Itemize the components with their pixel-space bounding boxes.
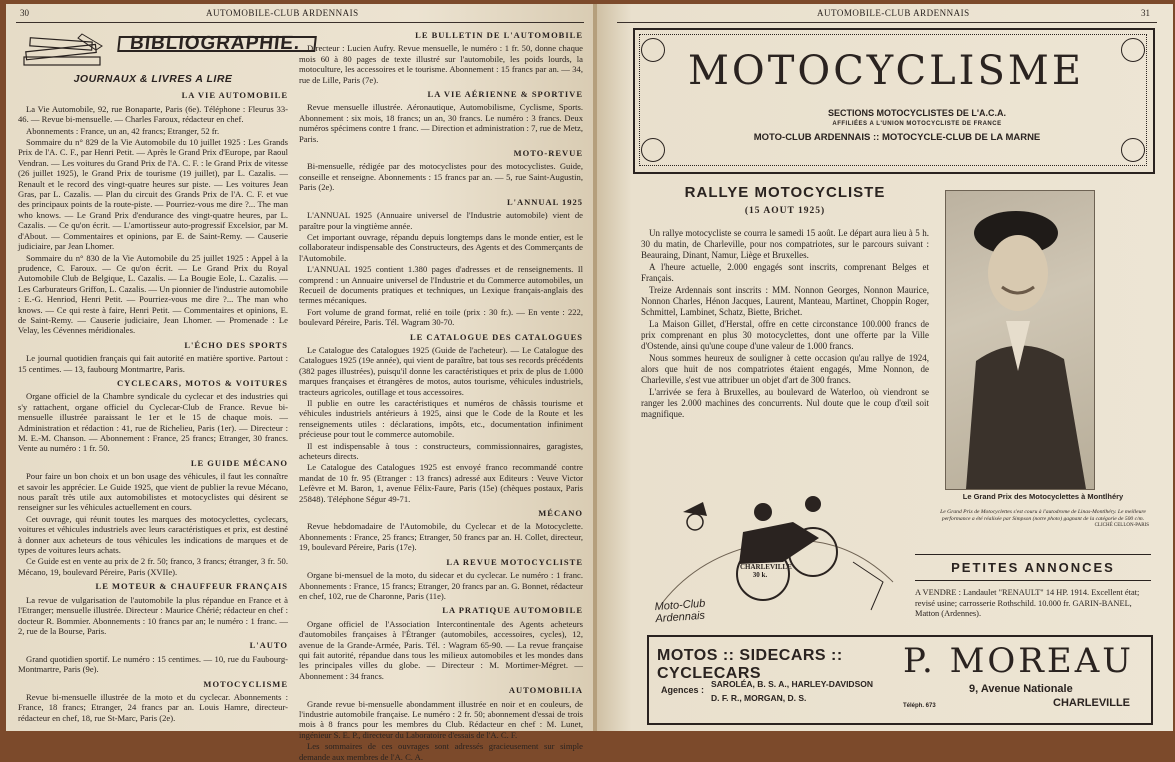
classified-ads — [915, 588, 1151, 620]
moreau-name: P. MOREAU — [903, 641, 1134, 681]
clubs-line: MOTO-CLUB ARDENNAIS :: MOTOCYCLE-CLUB DE LA MARNE — [753, 132, 1041, 143]
clover-emblem-icon — [1121, 38, 1145, 62]
left-page — [6, 4, 593, 762]
paragraph: Ce Guide est en vente au prix de 2 fr. 50; franco, 3 francs; étranger, 3 fr. 50. Mécano, 19, boulevard Péreire, Paris (XVIIe). — [18, 556, 288, 577]
paragraph: Revue bi-mensuelle illustrée de la moto et du cyclecar. Abonnements : France, 18 francs; Etranger, 24 francs par an. Louis Hamre, directeur-rédacteur en chef, 18, rue St-Marc, Paris (2e). — [18, 691, 288, 723]
paragraph: Le Catalogue des Catalogues 1925 (Guide de l'acheteur). — Le Catalogue des Catalogues 1925 (19e année), qui vient de paraître, bat tous ses records précédents (382 pages illustrées), puisqu'il donne les caractéristiques et prix de plus de 1.000 marques françaises et étrangères de motos, autos tourisme, véhicules industriels, tracteurs agricoles, outillage et tous accessoires. — [299, 344, 583, 397]
clover-emblem-icon — [641, 138, 665, 162]
section-heading: LA PRATIQUE AUTOMOBILE — [442, 605, 583, 616]
section-heading: MOTO-REVUE — [513, 148, 583, 159]
section-heading: LE CATALOGUE DES CATALOGUES — [409, 331, 583, 342]
page-number-right: 31 — [1141, 8, 1150, 18]
paragraph: Cet important ouvrage, répandu depuis longtemps dans le monde entier, est le collaborateur indispensable des Constructeurs, des Agents et des Commerçants de l'Automobile. — [299, 231, 583, 263]
paragraph: Grand quotidien sportif. Le numéro : 15 centimes. — 10, rue du Faubourg-Montmartre, Paris (9e). — [18, 653, 288, 675]
photo-credit: CLICHÉ CELLON-PARIS — [1094, 523, 1149, 528]
moreau-phone: Téléph. 673 — [903, 703, 936, 709]
rallye-date: (15 AOUT 1925) — [744, 206, 826, 216]
moreau-address: 9, Avenue Nationale — [969, 683, 1073, 695]
agences-line-2: D. F. R., MORGAN, D. S. — [711, 693, 807, 703]
classified-ad: A VENDRE : Landaulet "RENAULT" 14 HP. 1914. Excellent état; revisé usine; carrosserie Rothschild. 10.000 fr. GARIN-BANEL, Matton (Ardennes). — [915, 588, 1140, 618]
rider-photo — [945, 190, 1095, 490]
paragraph: Bi-mensuelle, rédigée par des motocyclistes pour des motocyclistes. Guide, conseille et renseigne. Abonnements : 15 francs par an. — 5, rue Saint-Augustin, Paris (2e). — [299, 161, 583, 193]
paragraph: La Vie Automobile, 92, rue Bonaparte, Paris (6e). Téléphone : Fleurus 33-46. — Revue bi-mensuelle. — Charles Faroux, rédacteur en chef. — [18, 103, 288, 125]
photo-caption — [937, 492, 1149, 528]
paragraph: Sommaire du n° 829 de la Vie Automobile du 10 juillet 1925 : Les Grands Prix de l'A. C. F., par Henri Petit. — Après le Grand Prix d'Europe, par Raoul Vendran. — Les voitures du Grand Prix de l'A. C. F. : le Grand Prix de vitesse (26 juillet 1925), le Grand Prix de tourisme (19 juillet), par L. Cazalis. — Renault et le record des vingt-quatre heures sur piste. — Les voitures Jean Gras, par L. Cazalis. — Plan du circuit des Grands Prix de l'A. C. F. et vue des principaux points de la route-piste. — Pourriez-vous me dire ?... The man who knows. — Le Grand Prix d'endurance des vingt-quatre heures, par L. Cazalis. — Ce qu'on écrit. — L'amortisseur auto-progressif Excelsior, par M. d'About. — Commentaires et opinions, par E. de Saint-Remy. — Causerie judiciaire, par Jean Lhomer. — [18, 137, 288, 252]
paragraph: Les sommaires de ces ouvrages sont adressés gracieusement sur simple demande aux membres de l'A. C. A. — [299, 741, 583, 762]
paragraph: La revue de vulgarisation de l'automobile la plus répandue en France et à l'Etranger; mensuelle illustrée. Directeur : Maurice Chérié; rédacteur en chef : docteur R. Bommier. Abonnements : 10 francs par an; le numéro : 1 franc. — 2, rue de la Bourse, Paris. — [18, 594, 288, 636]
rider-portrait-icon — [946, 191, 1094, 489]
bibliographie-banner — [18, 28, 302, 70]
bibliographie-title: BIBLIOGRAPHIE. — [117, 36, 317, 52]
moreau-products: MOTOS :: SIDECARS :: CYCLECARS — [657, 647, 843, 682]
paragraph: Le Catalogue des Catalogues 1925 est envoyé franco recommandé contre mandat de 10 fr. 95 (Etranger : 13 francs) adressé aux Editeurs : Veuve Victor Lefèvre et M. Baron, 1, avenue Félix-Faure, Paris (15e) (chèques postaux, Paris 25848). Téléphone Ségur 49-71. — [299, 462, 583, 504]
section-heading: LE GUIDE MÉCANO — [190, 457, 288, 468]
running-head-right: AUTOMOBILE-CLUB ARDENNAIS — [817, 8, 970, 18]
header-rule-right — [617, 22, 1157, 23]
motocyclisme-title: MOTOCYCLISME — [687, 48, 1085, 94]
section-heading: CYCLECARS, MOTOS & VOITURES — [116, 377, 288, 388]
affilies-line: AFFILIÉES A L'UNION MOTOCYCLISTE DE FRANCE — [832, 121, 1002, 127]
paragraph: L'ANNUAL 1925 (Annuaire universel de l'Industrie automobile) vient de paraître pour la vingtième année. — [299, 210, 583, 231]
paragraph: Grande revue bi-mensuelle abondamment illustrée en noir et en couleurs, de l'industrie automobile française. Le numéro : 2 fr. 50; abonnement d'essai de trois mois à 8 francs pour les membres du Club. Rédacteur en chef : M. Lunet, ingénieur S. E. P., directeur du Laboratoire d'essais de l'A. C. F. — [299, 698, 583, 740]
sections-line: SECTIONS MOTOCYCLISTES DE L'A.C.A. — [828, 108, 1006, 118]
header-rule — [16, 22, 584, 23]
section-heading: L'AUTO — [249, 640, 288, 651]
photo-caption-text: Le Grand Prix de Motocyclettes s'est couru à l'autodrome de Linas-Montlhéry. Le meilleure performance a été réalisée par Simpson (notre photo) gagnant de la catégorie de 500 c/m. — [940, 509, 1146, 522]
moreau-city: CHARLEVILLE — [1053, 697, 1130, 709]
paragraph: Nous sommes heureux de souligner à cette occasion qu'au rallye de 1924, alors que huit de nos compatriotes étaient engagés, Mme Nonnon, de Charleville, s'est vue attribuer un objet d'art de 300 francs. — [641, 353, 929, 385]
journaux-heading: JOURNAUX & LIVRES A LIRE — [73, 73, 233, 85]
right-page — [597, 4, 1173, 731]
section-heading: LA VIE AUTOMOBILE — [181, 90, 288, 101]
paragraph: Cet ouvrage, qui réunit toutes les marques des motocyclettes, cyclecars, voitures et véhicules industriels avec leurs caractéristiques et prix, est destiné à donner aux acheteurs de tous véhicules les indications de marques et de types de voitures leurs achats. — [18, 513, 288, 556]
photo-caption-title: Le Grand Prix des Motocyclettes à Montlhéry — [962, 492, 1124, 501]
paragraph: Il est indispensable à tous : constructeurs, commissionnaires, garagistes, acheteurs directs. — [299, 440, 583, 462]
paragraph: Revue hebdomadaire de l'Automobile, du Cyclecar et de la Motocyclette. Abonnements : France, 25 francs; Etranger, 50 francs par an. H. Collet, directeur, 19, boulevard Péreire, Paris (17e). — [299, 521, 583, 553]
agences-label: Agences : — [661, 685, 705, 695]
sidecar-plate: CHARLEVILLE 30 k. — [740, 563, 792, 579]
paragraph: Il publie en outre les caractéristiques et numéros de châssis tourisme et véhicules industriels antérieurs à 1925, ainsi que le Code de la Route et les renseignements utiles : déclarations, impôts, etc., documentation infiniment précieuse pour tout le commerce automobile. — [299, 398, 583, 440]
agences-line-1: SAROLÉA, B. S. A., HARLEY-DAVIDSON — [711, 679, 873, 689]
paragraph: Un rallye motocycliste se courra le samedi 15 août. Le départ aura lieu à 5 h. 30 du matin, de Charleville, pour nos compatriotes, sur le parcours suivant : Beauraing, Dinant, Namur, Liège et Bruxelles. — [641, 228, 929, 260]
books-icon — [22, 30, 108, 68]
paragraph: Organe bi-mensuel de la moto, du sidecar et du cyclecar. Le numéro : 1 franc. Abonnements : France, 15 francs; Etranger, 20 francs par an. G. Bonnet, rédacteur en chef, 102, rue de Charonne, Paris (11e). — [299, 570, 583, 601]
section-heading: MOTOCYCLISME — [203, 678, 288, 689]
left-column-1 — [18, 28, 302, 728]
paragraph: Directeur : Lucien Aufry. Revue mensuelle, le numéro : 1 fr. 50, donne chaque mois 60 à 80 pages de texte illustré sur l'automobile, les poids lourds, la motoculture, les accessoires et le tourisme. Abonnement : 15 francs par an. — 34, rue de Lille, Paris (7e). — [299, 43, 583, 85]
clover-emblem-icon — [1121, 138, 1145, 162]
section-heading: MÉCANO — [538, 508, 583, 519]
petites-annonces-heading: PETITES ANNONCES — [951, 560, 1115, 575]
illustration-signature: Moto-Club Ardennais — [654, 597, 706, 626]
section-heading: LA REVUE MOTOCYCLISTE — [446, 556, 583, 567]
paragraph: Abonnements : France, un an, 42 francs; Etranger, 52 fr. — [26, 125, 220, 136]
rallye-title: RALLYE MOTOCYCLISTE — [684, 184, 886, 201]
magazine-spread — [6, 4, 1169, 762]
section-heading: LE MOTEUR & CHAUFFEUR FRANÇAIS — [95, 581, 288, 592]
section-heading: L'ÉCHO DES SPORTS — [184, 339, 288, 350]
divider — [915, 580, 1151, 581]
paragraph: L'arrivée se fera à Bruxelles, au boulevard de Waterloo, où viendront se ranger les 2.000 machines des concurrents. Nul doute que le coup d'œil soit magnifique. — [641, 387, 929, 419]
section-heading: LE BULLETIN DE L'AUTOMOBILE — [415, 30, 583, 40]
paragraph: Le journal quotidien français qui fait autorité en matière sportive. Partout : 15 centimes. — 13, faubourg Montmartre, Paris. — [18, 353, 288, 374]
moreau-advertisement — [647, 635, 1153, 725]
left-column-2 — [299, 26, 583, 762]
left-column-1-body — [18, 90, 288, 723]
paragraph: A l'heure actuelle, 2.000 engagés sont inscrits, comprenant Belges et Français. — [641, 262, 929, 283]
paragraph: Organe officiel de l'Association Intercontinentale des Agents acheteurs d'automobiles françaises à l'Étranger (automobiles, accessoires, cycles), 12, avenue de la Grande-Armée, Paris. Tél. : Wagram 65-90. — La revue française qui fait autorité, répandue dans tous les milieux automobiles et les mondes dans les principales villes du globe. — Directeur : M. Mortimer-Mégret. — Abonnement : 34 francs. — [299, 618, 583, 681]
divider — [915, 554, 1151, 555]
page-number-left: 30 — [20, 8, 29, 18]
paragraph: Revue mensuelle illustrée. Aéronautique, Automobilisme, Cyclisme, Sports. Abonnement : six mois, 18 francs; un an, 30 francs. Le numéro : 3 francs. Deux numéros spécimens contre 1 franc. — Direction et administration : 7, rue de Metz, Paris. — [299, 102, 583, 144]
section-heading: AUTOMOBILIA — [508, 685, 583, 696]
rallye-article — [641, 228, 929, 476]
paragraph: La Maison Gillet, d'Herstal, offre en cette circonstance 100.000 francs de prix comprenant en plus 30 motocyclettes, dont une offerte par la Ville d'Ostende, ainsi qu'une coupe d'une valeur de 1.000 francs. — [641, 319, 929, 351]
section-heading: L'ANNUAL 1925 — [506, 196, 583, 207]
paragraph: Pour faire un bon choix et un bon usage des véhicules, il faut les connaître et savoir les apprécier. Le Guide 1925, que vient de publier la revue Mécano, nous paraît très utile aux automobilistes et motocyclistes qui désirent se renseigner sur les véhicules actuellement en cours. — [18, 471, 288, 513]
running-head-left: AUTOMOBILE-CLUB ARDENNAIS — [206, 8, 359, 18]
paragraph: Treize Ardennais sont inscrits : MM. Nonnon Georges, Nonnon Maurice, Nonnon Charles, Hénon Jacques, Laurent, Manteau, Martinet, Choppin Roger, Schmittel, Lambinet, Schatz, Biette, Brichet. — [641, 285, 929, 317]
section-heading: LA VIE AÉRIENNE & SPORTIVE — [427, 89, 583, 100]
paragraph: Organe officiel de la Chambre syndicale du cyclecar et des industries qui s'y rattachent, organe officiel du Cyclecar-Club de France. Revue bi-mensuelle illustrée paraissant le 1er et le 15 de chaque mois. — Administration et rédaction : 41, rue de Richelieu, Paris (1er). — Directeur : M. E.-M. Chanson. — Abonnement : France, 25 francs; Etranger, 30 francs. Vente au numéro : 1 fr. 50. — [18, 391, 288, 454]
paragraph: Fort volume de grand format, relié en toile (prix : 30 fr.). — En vente : 222, boulevard Péreire, Paris. Tél. Wagram 30-70. — [299, 306, 583, 328]
paragraph: Sommaire du n° 830 de la Vie Automobile du 25 juillet 1925 : Appel à la prudence, C. Faroux. — Ce qu'on écrit. — Le Grand Prix du Royal Automobile Club de Belgique, L. Cazalis. — La Bougie Eole, L. Cazalis. — Les Carburateurs Griffon, L. Cazalis. — Un pionnier de l'industrie automobile : E.-G. Henriod, Henri Petit. — Pourriez-vous me dire ?... The man who knows. — Ce qui reste à faire, Henri Petit. — Commentaires et opinions, E. de Saint-Remy. — Causerie judiciaire, Jean Lhomer. — Promenade : Le Velay, les Cévennes méridionales. — [18, 252, 288, 336]
paragraph: L'ANNUAL 1925 contient 1.380 pages d'adresses et de renseignements. Il comprend : un Annuaire universel de l'Industrie et du Commerce automobiles, un Recueil de documents pratiques et techniques, un Lexique français-anglais des termes mécaniques. — [299, 264, 583, 306]
